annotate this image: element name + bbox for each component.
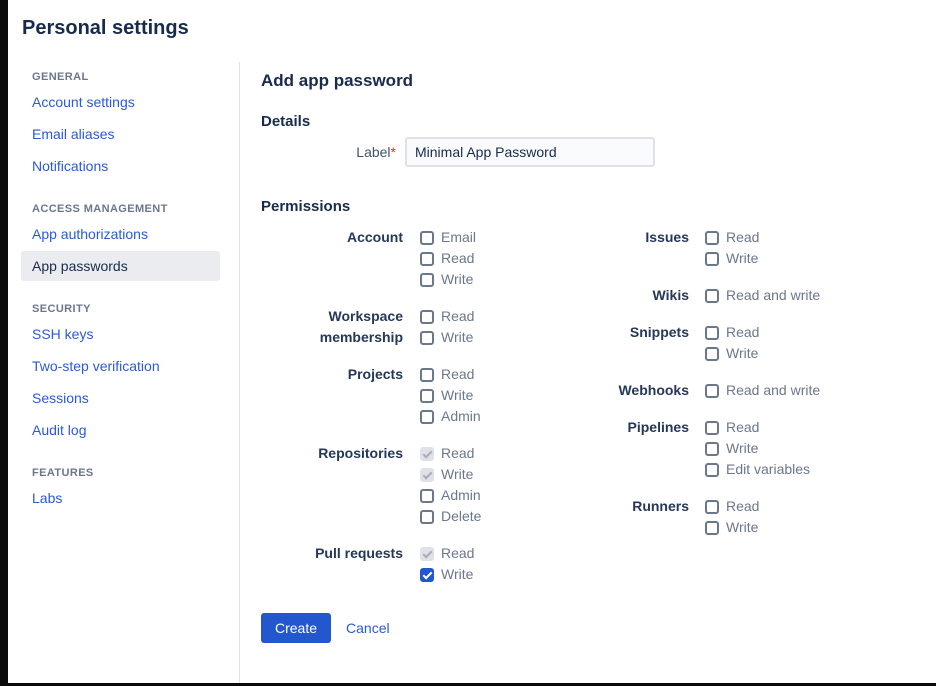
checkbox-row-wikis-read-and-write[interactable]: [705, 285, 820, 306]
checkbox-row-account-write[interactable]: [420, 269, 476, 290]
permission-group-issues: [559, 227, 820, 269]
checkbox-row-account-email[interactable]: [420, 227, 476, 248]
permission-group-repositories: [261, 443, 559, 527]
checkbox[interactable]: [420, 510, 434, 524]
checkbox-label: Admin: [441, 487, 481, 503]
sidebar-item-notifications[interactable]: Notifications: [32, 158, 109, 174]
permission-group-runners: [559, 496, 820, 538]
permission-group-workspace-membership: [261, 306, 559, 348]
checkbox-label: Read: [726, 419, 760, 435]
checkbox[interactable]: [705, 289, 719, 303]
permission-options: [420, 443, 481, 527]
checkbox-row-projects-write[interactable]: [420, 385, 481, 406]
checkbox[interactable]: [705, 442, 719, 456]
checkbox-row-snippets-write[interactable]: [705, 343, 759, 364]
checkbox[interactable]: [705, 252, 719, 266]
checkbox[interactable]: [420, 489, 434, 503]
checkbox-label: Read: [441, 366, 475, 382]
permission-group-account: [261, 227, 559, 290]
checkbox[interactable]: [420, 231, 434, 245]
checkbox-label: Write: [441, 466, 474, 482]
page-header: [0, 0, 936, 62]
checkbox-label: Admin: [441, 408, 481, 424]
checkbox-label: Write: [726, 440, 759, 456]
sidebar-item-app-authorizations[interactable]: App authorizations: [32, 226, 148, 242]
checkbox-disabled: [420, 547, 434, 561]
checkbox[interactable]: [420, 389, 434, 403]
checkbox[interactable]: [705, 347, 719, 361]
layout: [8, 62, 936, 683]
checkbox[interactable]: [705, 521, 719, 535]
permissions-column-left: [261, 227, 559, 601]
permission-group-pull-requests: [261, 543, 559, 585]
checkbox-label: Email: [441, 229, 477, 245]
permission-group-label: Pull requests: [315, 545, 403, 561]
checkbox-label: Read: [441, 545, 475, 561]
checkbox[interactable]: [420, 368, 434, 382]
sidebar-section-header-security: SECURITY: [32, 303, 91, 315]
permission-options: [420, 364, 481, 427]
checkbox-label: Read: [726, 229, 760, 245]
checkbox[interactable]: [420, 331, 434, 345]
checkbox[interactable]: [420, 568, 434, 582]
checkbox-label: Edit variables: [726, 461, 811, 477]
details-heading: Details: [261, 113, 311, 130]
checkbox-row-pull-requests-write[interactable]: [420, 564, 474, 585]
sidebar-item-two-step-verification[interactable]: Two-step verification: [32, 358, 160, 374]
permission-group-label: Workspace membership: [319, 308, 403, 345]
permission-options: [705, 285, 820, 306]
permission-options: [420, 306, 474, 348]
checkbox[interactable]: [705, 463, 719, 477]
checkbox-label: Write: [726, 519, 759, 535]
checkbox[interactable]: [705, 500, 719, 514]
permission-options: [705, 417, 810, 480]
permission-group-label: Runners: [632, 498, 689, 514]
checkbox-row-pipelines-write[interactable]: [705, 438, 810, 459]
permission-group-label: Wikis: [652, 287, 689, 303]
permission-options: [420, 227, 476, 290]
permission-group-webhooks: [559, 380, 820, 401]
permission-options: [705, 227, 759, 269]
label-text: Label: [356, 144, 391, 160]
checkbox-label: Write: [441, 271, 474, 287]
permission-group-label: Pipelines: [627, 419, 689, 435]
checkbox-label: Write: [726, 345, 759, 361]
checkbox-disabled: [420, 468, 434, 482]
checkbox-row-issues-read[interactable]: [705, 227, 759, 248]
settings-sidebar: [8, 62, 240, 683]
checkbox-row-workspace-write[interactable]: [420, 327, 474, 348]
permission-options: [705, 496, 759, 538]
checkbox-label: Read: [441, 250, 475, 266]
checkbox-label: Read: [441, 308, 475, 324]
checkbox-row-snippets-read[interactable]: [705, 322, 759, 343]
permission-group-snippets: [559, 322, 820, 364]
permission-group-label: Webhooks: [618, 382, 689, 398]
checkbox-row-workspace-read[interactable]: [420, 306, 474, 327]
checkbox-label: Write: [441, 566, 474, 582]
checkbox-label: Read and write: [726, 287, 821, 303]
sidebar-item-audit-log[interactable]: Audit log: [32, 422, 87, 438]
checkbox[interactable]: [420, 310, 434, 324]
sidebar-section-header-general: GENERAL: [32, 71, 89, 83]
label-input[interactable]: [405, 137, 655, 167]
permission-options: [705, 322, 759, 364]
checkbox-row-pipelines-edit-variables[interactable]: [705, 459, 810, 480]
permission-group-wikis: [559, 285, 820, 306]
checkbox-row-pull-requests-read: [420, 543, 474, 564]
permission-options: [705, 380, 820, 401]
form-actions: [261, 613, 936, 643]
sidebar-section-header-features: FEATURES: [32, 467, 94, 479]
permissions-columns: [261, 227, 936, 601]
permission-group-pipelines: [559, 417, 820, 480]
checkbox-row-projects-admin[interactable]: [420, 406, 481, 427]
permission-group-label: Account: [347, 229, 403, 245]
create-button[interactable]: Create: [261, 613, 331, 643]
checkbox-label: Delete: [441, 508, 482, 524]
sidebar-item-account-settings[interactable]: Account settings: [32, 94, 135, 110]
checkbox[interactable]: [420, 252, 434, 266]
label-field-label: [261, 144, 396, 160]
checkbox-row-pipelines-read[interactable]: [705, 417, 810, 438]
permission-options: [420, 543, 474, 585]
sidebar-item-ssh-keys[interactable]: SSH keys: [32, 326, 94, 342]
required-asterisk: *: [390, 144, 396, 160]
sidebar-section-header-access-management: ACCESS MANAGEMENT: [32, 203, 168, 215]
form-title: Add app password: [261, 71, 414, 90]
checkbox-row-repositories-write: [420, 464, 481, 485]
checkbox-row-repositories-delete[interactable]: [420, 506, 481, 527]
checkbox[interactable]: [705, 231, 719, 245]
permission-group-label: Projects: [347, 366, 403, 382]
checkbox[interactable]: [705, 421, 719, 435]
sidebar-item-app-passwords[interactable]: App passwords: [21, 251, 220, 281]
checkbox-row-webhooks-read-and-write[interactable]: [705, 380, 820, 401]
sidebar-item-labs[interactable]: Labs: [32, 490, 63, 506]
checkbox-row-repositories-admin[interactable]: [420, 485, 481, 506]
permission-group-label: Snippets: [629, 324, 689, 340]
page-title: Personal settings: [22, 17, 189, 39]
cancel-link[interactable]: Cancel: [346, 620, 390, 636]
checkbox-label: Read: [726, 498, 760, 514]
checkbox[interactable]: [420, 273, 434, 287]
permissions-heading: Permissions: [261, 198, 351, 215]
checkbox[interactable]: [705, 384, 719, 398]
checkbox-row-account-read[interactable]: [420, 248, 476, 269]
main-content: [240, 62, 936, 683]
checkbox-label: Write: [726, 250, 759, 266]
checkbox[interactable]: [420, 410, 434, 424]
permission-group-label: Repositories: [318, 445, 403, 461]
checkbox[interactable]: [705, 326, 719, 340]
checkbox-disabled: [420, 447, 434, 461]
checkbox-label: Read and write: [726, 382, 821, 398]
permission-group-projects: [261, 364, 559, 427]
sidebar-item-sessions[interactable]: Sessions: [32, 390, 89, 406]
label-form-row: [261, 137, 936, 167]
checkbox-row-runners-write[interactable]: [705, 517, 759, 538]
checkbox-row-issues-write[interactable]: [705, 248, 759, 269]
checkbox-label: Write: [441, 387, 474, 403]
checkbox-label: Read: [726, 324, 760, 340]
permission-group-label: Issues: [645, 229, 689, 245]
checkbox-label: Read: [441, 445, 475, 461]
window-left-edge: [0, 0, 8, 686]
checkbox-row-projects-read[interactable]: [420, 364, 481, 385]
checkbox-row-runners-read[interactable]: [705, 496, 759, 517]
sidebar-item-email-aliases[interactable]: Email aliases: [32, 126, 115, 142]
permissions-column-right: [559, 227, 820, 601]
checkbox-label: Write: [441, 329, 474, 345]
checkbox-row-repositories-read: [420, 443, 481, 464]
